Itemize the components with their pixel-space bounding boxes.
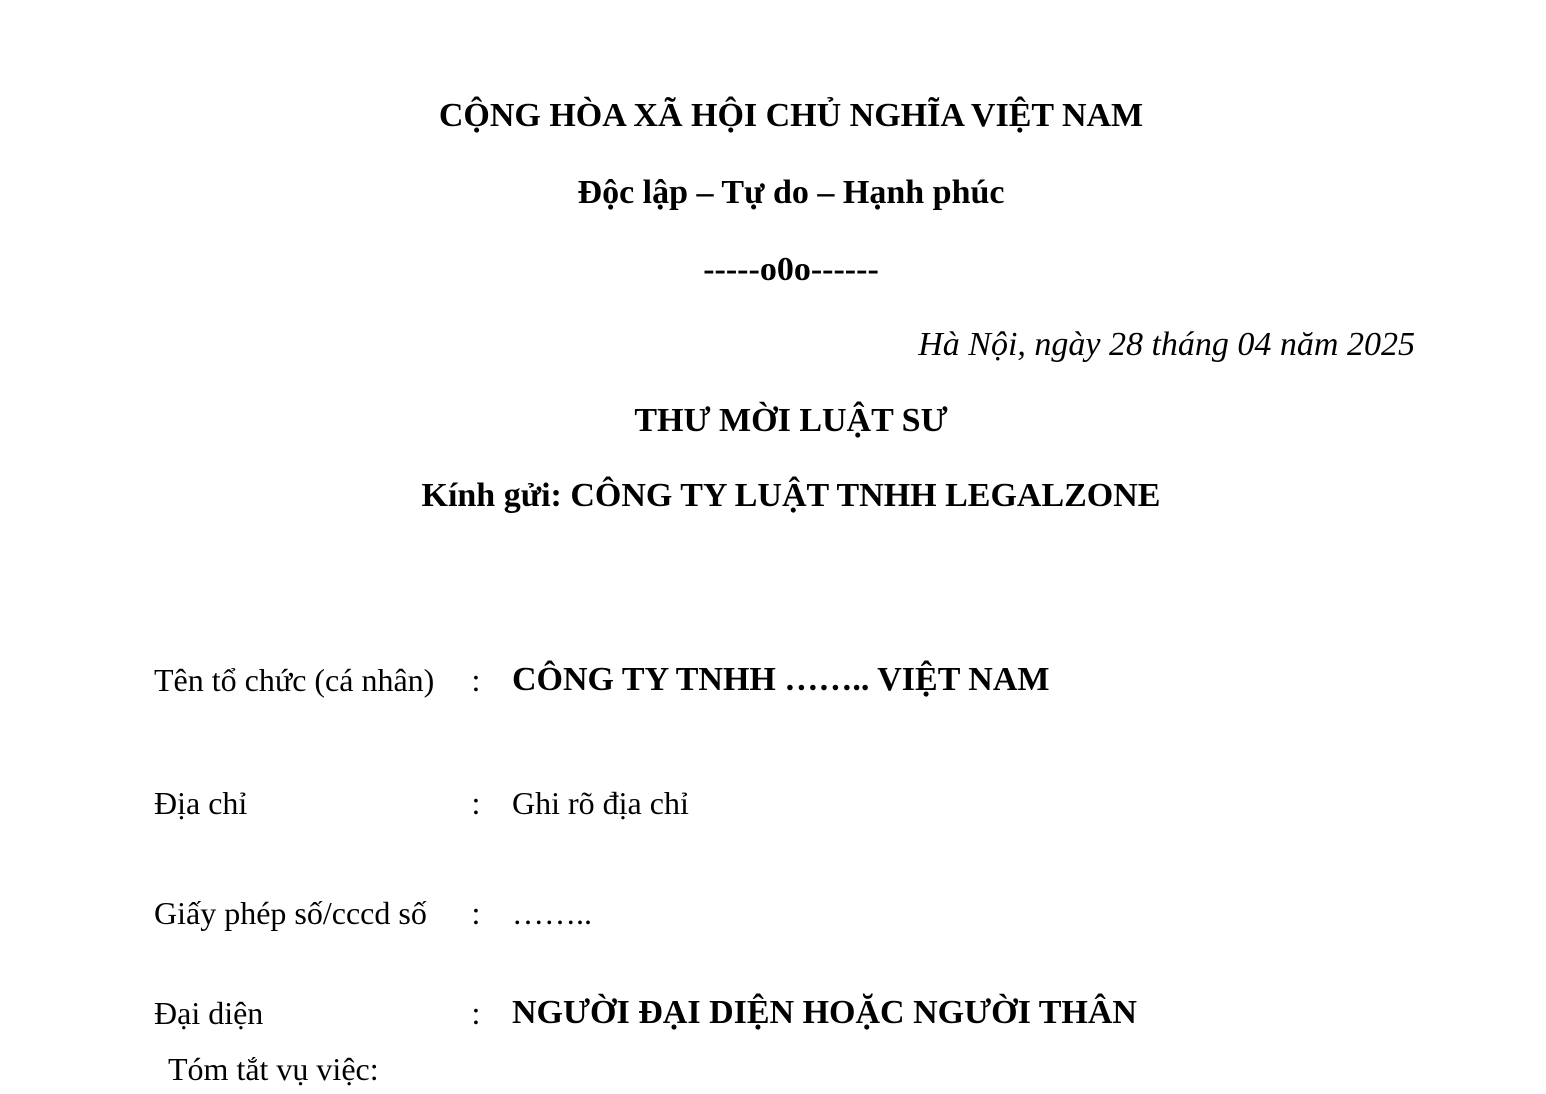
info-label: Địa chỉ xyxy=(154,785,248,821)
info-row-address xyxy=(154,755,1394,851)
info-label: Đại diện xyxy=(154,995,264,1031)
national-title: CỘNG HÒA XÃ HỘI CHỦ NGHĨA VIỆT NAM xyxy=(438,97,1144,134)
letter-title: THƯ MỜI LUẬT SƯ xyxy=(634,402,948,439)
info-label: Tên tổ chức (cá nhân) xyxy=(154,662,435,698)
info-colon: : xyxy=(471,895,481,931)
info-table xyxy=(154,622,1394,1043)
letter-recipient: Kính gửi: CÔNG TY LUẬT TNHH LEGALZONE xyxy=(421,477,1161,514)
date-line: Hà Nội, ngày 28 tháng 04 năm 2025 xyxy=(918,326,1415,363)
info-colon: : xyxy=(471,662,481,698)
national-motto: Độc lập – Tự do – Hạnh phúc xyxy=(577,174,1005,211)
info-value: CÔNG TY TNHH …….. VIỆT NAM xyxy=(512,661,1050,698)
header-separator: -----o0o------ xyxy=(703,251,879,288)
info-colon: : xyxy=(471,995,481,1031)
info-colon: : xyxy=(471,785,481,821)
info-value: NGƯỜI ĐẠI DIỆN HOẶC NGƯỜI THÂN xyxy=(512,994,1137,1031)
info-row-organization xyxy=(154,622,1394,738)
info-value: …….. xyxy=(512,895,592,931)
summary-heading: Tóm tắt vụ việc: xyxy=(168,1051,379,1087)
info-value: Ghi rõ địa chỉ xyxy=(512,785,689,821)
info-row-representative xyxy=(154,983,1394,1043)
info-label: Giấy phép số/cccd số xyxy=(154,895,427,931)
info-row-license xyxy=(154,855,1394,971)
